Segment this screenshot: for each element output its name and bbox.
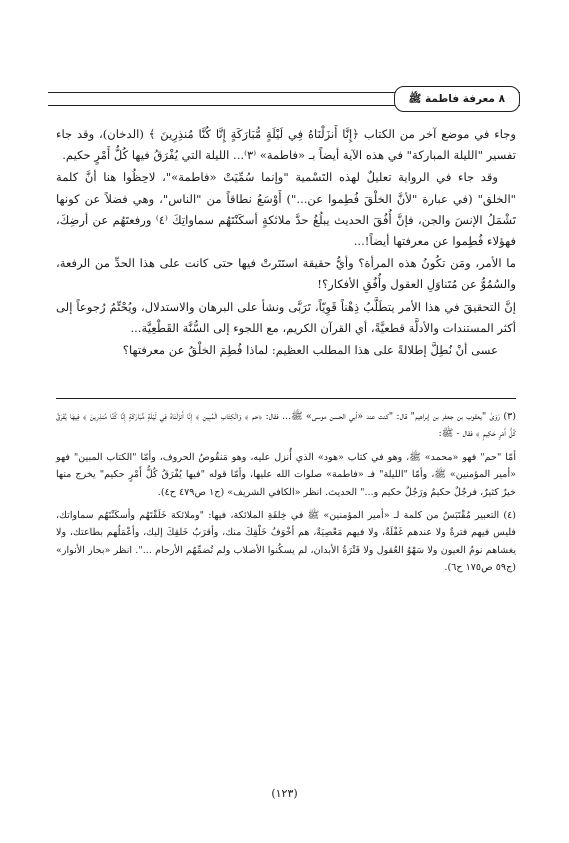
paragraph: وجاء في موضع آخر من الكتاب ﴿إِنَّا أَنزَلْنَاهُ فِي لَيْلَةٍ مُّبَارَكَةٍ إِنَّا كُنَّا مُنذِرِينَ ﴾ (الدخان)، وقد جاء تفسير "الليلة المباركة" في هذه الآية أيضاً بـ «فاطمة» ⁽٣⁾... الليلة التي يُفْرَقُ فيها كُلُّ أَمْرٍ حكيم. — [56, 127, 516, 163]
paragraph: وقد جاء في الرواية تعليلٌ لهذه التَسْمية "وإنما سُمِّيَتْ «فاطمة»"، لاحِظُوا هنا أنَّ كلمة "الخلق" (في عبارة "لأنَّ الخلْقَ فُطِموا عن...") أَوْسَعُ نطاقاً من "الناس"، وهي فضلاً عن كونها تَشْمَلُ الإنسَ والجن، فإنَّ أُفُقَ الحديث يبلُغُ حدَّ ملائكةٍ أسكَنْتَهُم سماواتِكَ ⁽٤⁾ ورفعتَهُم عن أرضِكَ، فهؤلاء فُطِموا عن معرفتها أيضاً!... — [56, 170, 517, 249]
paragraph: إنَّ التحقيقَ في هذا الأمر يتطَلَّبُ ذِهْناً قَوِيّاً، تَرَبَّى ونشأ على البرهان والاستدلال، ويُحْتِّمُ رُجوعاً إلى أكثر المستندات والأدلَّة قطعيَّةً، أي القرآن الكريم، مع اللجوء إلى السُّنَّة القَطْعِيَّة... — [56, 299, 516, 335]
footnote-separator — [56, 398, 516, 399]
paragraph: عسى أنْ نُطِلَّ إطلالةً على هذا المطلب العظيم: لماذا فُطِمَ الخلْقُ عن معرفتها؟ — [122, 343, 498, 358]
page-number: (١٢٣) — [271, 787, 298, 800]
running-header — [48, 92, 520, 106]
footnotes — [56, 408, 516, 577]
paragraph: ما الأمر، ومَن تكُونُ هذه المرأة؟ وأيُّ حقيقة استَتَرتْ فيها حتى كانت على هذا الحدِّ من الرفعة، والسُمُوُّ عن مُتَناوَلِ العقول وأُفُقِ الأفكار؟! — [56, 256, 516, 292]
footnote: أمّا "حم" فهو «محمد» ﷺ، وهو في كتاب «هود» الذي أُنزل عليه، وهو مَنقُوصُ الحروف، وأمّا "الكتاب المبين" فهو «أمير المؤمنين» ﷺ، وأمّا "الليلة" فـ «فاطمة» صلوات الله عليها، وأمّا قوله "فيها يُفْرَقُ كُلُّ أَمْرٍ حكيم" يخرج منها خيرٌ كثيرٌ، فرجُلٌ حكيمٌ ورَجُلٌ حكيم و..." الحديث. انظر «الكافي الشريف» (ج١ ص٤٧٩ ح٤). — [56, 451, 516, 498]
footnote: (٤) التعبير مُقْتَبَسٌ من كلمة لـ «أمير المؤمنين» ﷺ في خِلقَةِ الملائكة، فيها: "وملائكة خَلَقْتَهُم وأسكَنْتَهُم سماواتك، فليس فيهم فترةٌ ولا عندهم غَفْلَةٌ، ولا فيهم مَعْصِيَةٌ، هم أخْوَفُ خَلْقِكَ منك، وأقرَبُ خَلقِكَ إليك، وأعْمَلُهم بطاعتك، ولا يغشاهم نومُ العيون ولا سَهْوُ العُقول ولا فَتْرَةُ الأبدان، لم يسكُنوا الأصلاب ولم تُضمِّهُم الأرحام ...". انظر «بحار الأنوار» (ج٥٩ ص١٧٥ ح٦). — [56, 510, 516, 574]
main-text — [56, 124, 516, 362]
running-header-title: ٨ معرفة فاطمة ﷺ — [394, 86, 520, 112]
footnote: (٣) رَوَىٰ "يعقوب بن جعفر بن إبراهيم" قال: "كنت عند «أبي الحسن موسى» ﷺ... فقال: ﴿حم ﴾ وَالْكِتَابِ الْمُبِينِ ﴾ إِنَّا أَنزَلْنَاهُ فِي لَيْلَةٍ مُّبَارَكَةٍ إِنَّا كُنَّا مُنذِرِينَ ﴾ فِيهَا يُفْرَقُ كُلُّ أَمْرٍ حَكِيمٍ ﴾ فقال - ﷺ: — [56, 411, 516, 440]
